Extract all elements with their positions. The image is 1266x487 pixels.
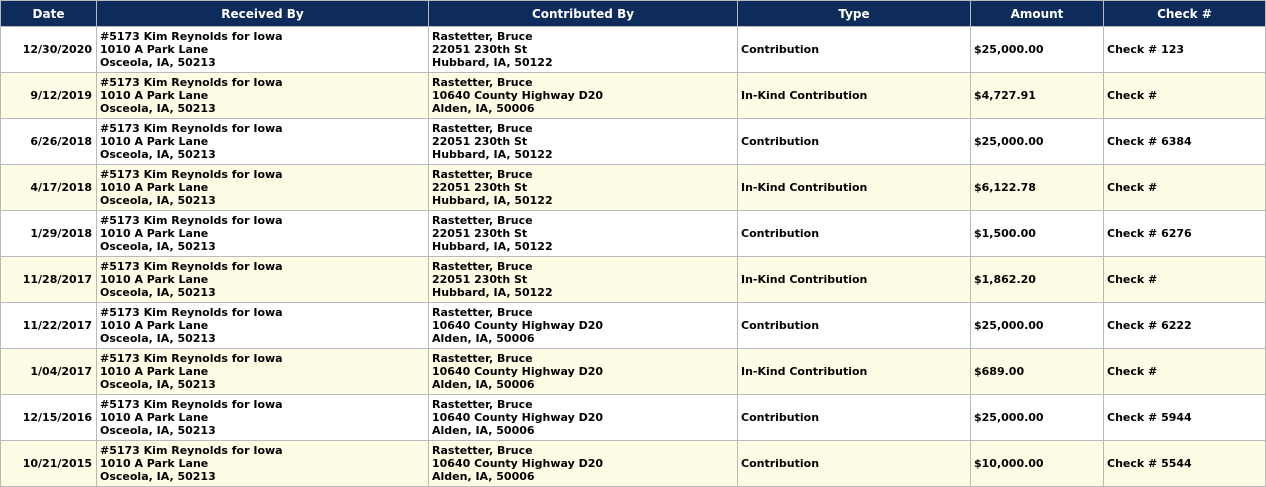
received-by-line: 1010 A Park Lane	[100, 273, 209, 286]
received-by-line: #5173 Kim Reynolds for Iowa	[100, 444, 283, 457]
cell-check: Check #	[1104, 257, 1266, 303]
contributed-by-line: Rastetter, Bruce	[432, 306, 533, 319]
contributed-by-line: 22051 230th St	[432, 43, 528, 56]
cell-check: Check # 5544	[1104, 441, 1266, 487]
contributed-by-line: 10640 County Highway D20	[432, 365, 604, 378]
cell-contributed-by	[429, 303, 738, 349]
contributed-by-line: Rastetter, Bruce	[432, 260, 533, 273]
cell-amount: $25,000.00	[971, 303, 1104, 349]
cell-check: Check # 6276	[1104, 211, 1266, 257]
received-by-line: Osceola, IA, 50213	[100, 102, 216, 115]
column-header-amount[interactable]: Amount	[971, 1, 1104, 27]
cell-contributed-by	[429, 349, 738, 395]
cell-amount: $4,727.91	[971, 73, 1104, 119]
column-header-type[interactable]: Type	[738, 1, 971, 27]
cell-check: Check #	[1104, 349, 1266, 395]
table-body	[1, 27, 1266, 487]
contributed-by-line: 10640 County Highway D20	[432, 411, 604, 424]
contributed-by-line: Rastetter, Bruce	[432, 214, 533, 227]
cell-type: Contribution	[738, 441, 971, 487]
cell-date: 4/17/2018	[1, 165, 97, 211]
table-row	[1, 27, 1266, 73]
cell-date: 11/22/2017	[1, 303, 97, 349]
received-by-line: Osceola, IA, 50213	[100, 378, 216, 391]
table-row	[1, 349, 1266, 395]
cell-check: Check #	[1104, 165, 1266, 211]
contributed-by-line: Rastetter, Bruce	[432, 122, 533, 135]
cell-amount: $25,000.00	[971, 395, 1104, 441]
cell-contributed-by	[429, 211, 738, 257]
cell-received-by	[97, 303, 429, 349]
cell-contributed-by	[429, 27, 738, 73]
table-row	[1, 165, 1266, 211]
received-by-line: 1010 A Park Lane	[100, 411, 209, 424]
received-by-line: 1010 A Park Lane	[100, 135, 209, 148]
cell-received-by	[97, 27, 429, 73]
cell-date: 1/04/2017	[1, 349, 97, 395]
contributed-by-line: Hubbard, IA, 50122	[432, 56, 553, 69]
cell-date: 12/30/2020	[1, 27, 97, 73]
table-row	[1, 211, 1266, 257]
received-by-line: 1010 A Park Lane	[100, 227, 209, 240]
cell-date: 9/12/2019	[1, 73, 97, 119]
contributed-by-line: Rastetter, Bruce	[432, 168, 533, 181]
table-row	[1, 303, 1266, 349]
received-by-line: 1010 A Park Lane	[100, 181, 209, 194]
column-header-check[interactable]: Check #	[1104, 1, 1266, 27]
contributed-by-line: Rastetter, Bruce	[432, 30, 533, 43]
cell-received-by	[97, 349, 429, 395]
cell-type: Contribution	[738, 119, 971, 165]
contributed-by-line: 10640 County Highway D20	[432, 319, 604, 332]
cell-check: Check # 123	[1104, 27, 1266, 73]
contributed-by-line: 22051 230th St	[432, 181, 528, 194]
cell-type: In-Kind Contribution	[738, 349, 971, 395]
cell-check: Check # 6222	[1104, 303, 1266, 349]
table-row	[1, 395, 1266, 441]
contributed-by-line: 22051 230th St	[432, 135, 528, 148]
table-row	[1, 257, 1266, 303]
column-header-date[interactable]: Date	[1, 1, 97, 27]
received-by-line: 1010 A Park Lane	[100, 319, 209, 332]
cell-date: 11/28/2017	[1, 257, 97, 303]
cell-amount: $10,000.00	[971, 441, 1104, 487]
received-by-line: 1010 A Park Lane	[100, 43, 209, 56]
cell-contributed-by	[429, 395, 738, 441]
column-header-contributed-by[interactable]: Contributed By	[429, 1, 738, 27]
received-by-line: Osceola, IA, 50213	[100, 286, 216, 299]
cell-contributed-by	[429, 119, 738, 165]
cell-amount: $1,500.00	[971, 211, 1104, 257]
contributed-by-line: Rastetter, Bruce	[432, 444, 533, 457]
cell-amount: $25,000.00	[971, 27, 1104, 73]
table-row	[1, 119, 1266, 165]
cell-type: Contribution	[738, 395, 971, 441]
cell-amount: $1,862.20	[971, 257, 1104, 303]
received-by-line: #5173 Kim Reynolds for Iowa	[100, 306, 283, 319]
table-row	[1, 441, 1266, 487]
received-by-line: 1010 A Park Lane	[100, 457, 209, 470]
contributed-by-line: 10640 County Highway D20	[432, 457, 604, 470]
contributed-by-line: Rastetter, Bruce	[432, 352, 533, 365]
received-by-line: #5173 Kim Reynolds for Iowa	[100, 122, 283, 135]
cell-received-by	[97, 73, 429, 119]
cell-received-by	[97, 119, 429, 165]
contributed-by-line: 22051 230th St	[432, 227, 528, 240]
received-by-line: 1010 A Park Lane	[100, 365, 209, 378]
contributed-by-line: 22051 230th St	[432, 273, 528, 286]
cell-check: Check # 5944	[1104, 395, 1266, 441]
cell-check: Check #	[1104, 73, 1266, 119]
received-by-line: Osceola, IA, 50213	[100, 56, 216, 69]
cell-type: In-Kind Contribution	[738, 73, 971, 119]
contributed-by-line: 10640 County Highway D20	[432, 89, 604, 102]
cell-date: 6/26/2018	[1, 119, 97, 165]
cell-date: 1/29/2018	[1, 211, 97, 257]
cell-type: Contribution	[738, 27, 971, 73]
contributed-by-line: Hubbard, IA, 50122	[432, 194, 553, 207]
received-by-line: Osceola, IA, 50213	[100, 470, 216, 483]
received-by-line: Osceola, IA, 50213	[100, 332, 216, 345]
cell-received-by	[97, 395, 429, 441]
contributed-by-line: Hubbard, IA, 50122	[432, 148, 553, 161]
contributed-by-line: Rastetter, Bruce	[432, 398, 533, 411]
received-by-line: #5173 Kim Reynolds for Iowa	[100, 168, 283, 181]
received-by-line: #5173 Kim Reynolds for Iowa	[100, 76, 283, 89]
contributed-by-line: Alden, IA, 50006	[432, 424, 535, 437]
cell-amount: $25,000.00	[971, 119, 1104, 165]
cell-received-by	[97, 211, 429, 257]
contributed-by-line: Hubbard, IA, 50122	[432, 240, 553, 253]
cell-check: Check # 6384	[1104, 119, 1266, 165]
table-row	[1, 73, 1266, 119]
received-by-line: #5173 Kim Reynolds for Iowa	[100, 352, 283, 365]
cell-contributed-by	[429, 165, 738, 211]
cell-received-by	[97, 165, 429, 211]
received-by-line: Osceola, IA, 50213	[100, 148, 216, 161]
contributed-by-line: Alden, IA, 50006	[432, 102, 535, 115]
received-by-line: Osceola, IA, 50213	[100, 240, 216, 253]
received-by-line: Osceola, IA, 50213	[100, 424, 216, 437]
contributed-by-line: Alden, IA, 50006	[432, 332, 535, 345]
cell-date: 12/15/2016	[1, 395, 97, 441]
cell-received-by	[97, 441, 429, 487]
contributed-by-line: Alden, IA, 50006	[432, 378, 535, 391]
received-by-line: #5173 Kim Reynolds for Iowa	[100, 398, 283, 411]
cell-contributed-by	[429, 257, 738, 303]
table-header-row	[1, 1, 1266, 27]
cell-type: In-Kind Contribution	[738, 257, 971, 303]
contributed-by-line: Rastetter, Bruce	[432, 76, 533, 89]
contributed-by-line: Hubbard, IA, 50122	[432, 286, 553, 299]
cell-contributed-by	[429, 441, 738, 487]
cell-type: Contribution	[738, 303, 971, 349]
cell-type: Contribution	[738, 211, 971, 257]
cell-amount: $6,122.78	[971, 165, 1104, 211]
cell-type: In-Kind Contribution	[738, 165, 971, 211]
cell-amount: $689.00	[971, 349, 1104, 395]
received-by-line: #5173 Kim Reynolds for Iowa	[100, 30, 283, 43]
received-by-line: 1010 A Park Lane	[100, 89, 209, 102]
cell-contributed-by	[429, 73, 738, 119]
received-by-line: #5173 Kim Reynolds for Iowa	[100, 214, 283, 227]
cell-date: 10/21/2015	[1, 441, 97, 487]
column-header-received-by[interactable]: Received By	[97, 1, 429, 27]
cell-received-by	[97, 257, 429, 303]
received-by-line: #5173 Kim Reynolds for Iowa	[100, 260, 283, 273]
received-by-line: Osceola, IA, 50213	[100, 194, 216, 207]
contributed-by-line: Alden, IA, 50006	[432, 470, 535, 483]
